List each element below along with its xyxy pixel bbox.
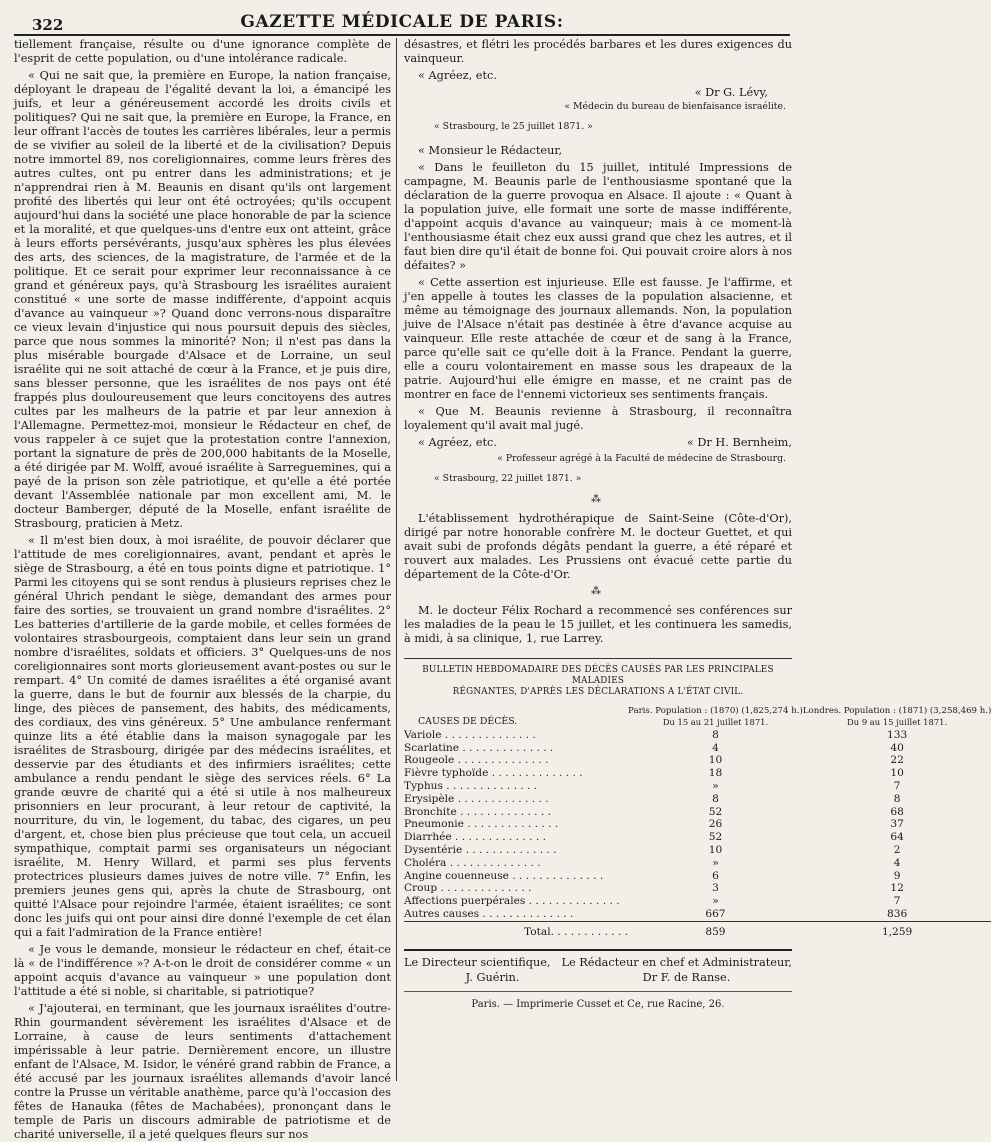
- cause-cell: Croup . . . . . . . . . . . . . .: [404, 882, 532, 895]
- paris-cell: 18: [708, 767, 723, 780]
- cause-cell: Dysentérie . . . . . . . . . . . . . .: [404, 843, 557, 856]
- paris-cell: 8: [712, 728, 719, 741]
- news-item: L'établissement hydrothérapique de Saint-Seine (Côte-d'Or), dirigé par notre honorable confrère M. le docteur Guettet, et qui avait subi de profonds dégâts pendant la guerre, a été réparé et rouvert aux malades. Les Prussiens ont évacué cette partie du département de la Côte-d'Or.: [404, 512, 792, 581]
- section-separator: ⁂: [591, 494, 605, 505]
- london-cell: 7: [893, 895, 901, 908]
- london-cell: 12: [890, 882, 904, 895]
- director-name: J. Guérin.: [465, 970, 520, 984]
- page-header: [14, 8, 790, 36]
- paris-cell: 10: [708, 843, 723, 856]
- table-row: [404, 729, 991, 742]
- right-column: [396, 38, 991, 1081]
- footer-names: [404, 970, 792, 985]
- printer-credit: Paris. — Imprimerie Cusset et Ce, rue Racine, 26.: [404, 991, 792, 1012]
- london-cell: 22: [890, 754, 904, 767]
- cause-cell: Fièvre typhoïde . . . . . . . . . . . . . .: [404, 767, 583, 780]
- table-row: [404, 844, 991, 857]
- table-row: [404, 882, 991, 895]
- paragraph: « Qui ne sait que, la première en Europe, la nation française, déployant le drapeau de l'égalité devant la loi, a émancipé les juifs, et leur a généreusement accordé les droits civils et politiques? Qui ne sait que, la première en Europe, la France, en leur offrant l'accès de toutes les carrières libérales, leur a permis de se vivifier au soleil de la liberté et de la civilisation? Depuis notre immortel 89, nos coreligionnaires, comme leurs frères des autres cultes, ont pu entrer dans les administrations; et je n'apprendrai rien à M. Beaunis en disant qu'ils ont largement profité des libertés qui leur ont été octroyées; qu'ils occupent aujourd'hui dans la société une place honorable de par la science et la moralité, et que quelques-uns d'entre eux ont atteint, grâce à leurs efforts persévérants, jusqu'aux sphères les plus élevées des arts, des sciences, de la magistrature, de l'armée et de la politique. Et ce serait pour exprimer leur reconnaissance à ce grand et généreux pays, qu'à Strasbourg les israélites auraient constitué « une sorte de masse indifférente, d'appoint acquis d'avance au vainqueur »? Quand donc verrons-nous disparaître ce vieux levain d'injustice qui nous poursuit depuis des siècles, parce que nous sommes la minorité? Non; il n'est pas dans la plus misérable bourgade d'Alsace et de Lorraine, un seul israélite qui ne soit attaché de cœur à la France, et je puis dire, sans blesser personne, que les israélites de nos pays ont été frappés plus douloureusement que leurs concitoyens des autres cultes par les malheurs de la patrie et par leur annexion à l'Allemagne. Permettez-moi, monsieur le Rédacteur en chef, de vous rappeler à ce sujet que la protestation contre l'annexion, portant la signature de près de 200,000 habitants de la Moselle, a été dirigée par M. Wolff, avoué israélite à Sarreguemines, qui a payé de la prison son zèle patriotique, et qu'elle a été portée devant l'Assemblée nationale par mon excellent ami, M. le docteur Bamberger, député de la Moselle, enfant israélite de Strasbourg, praticien à Metz.: [14, 69, 391, 530]
- paragraph: désastres, et flétri les procédés barbares et les dures exigences du vainqueur.: [404, 38, 792, 65]
- paris-cell: 6: [712, 869, 719, 882]
- london-cell: 40: [890, 741, 904, 754]
- paris-cell: »: [712, 856, 719, 869]
- table-row: [404, 767, 991, 780]
- signer-title: « Médecin du bureau de bienfaisance israélite.: [564, 101, 786, 112]
- paris-cell: 26: [708, 818, 723, 831]
- signer-name: « Dr G. Lévy,: [694, 86, 768, 99]
- cause-cell: Autres causes . . . . . . . . . . . . . .: [404, 907, 574, 920]
- letter-location: « Strasbourg, 22 juillet 1871. »: [434, 473, 582, 484]
- london-cell: 8: [893, 792, 901, 805]
- page-number: 322: [32, 16, 64, 34]
- letter-closing: « Agréez, etc.: [418, 436, 497, 449]
- journal-title: GAZETTE MÉDICALE DE PARIS:: [240, 12, 564, 32]
- editor-name: Dr F. de Ranse.: [642, 970, 731, 984]
- table-row: [404, 780, 991, 793]
- table-row: [404, 742, 991, 755]
- paragraph: « Il m'est bien doux, à moi israélite, de pouvoir déclarer que l'attitude de mes coreligionnaires, avant, pendant et après le siège de Strasbourg, a été en tous points digne et patriotique. 1° Parmi les citoyens qui se sont rendus à plusieurs reprises chez le général Uhrich pendant le siège, demandant des armes pour faire des sorties, se trouvaient un grand nombre d'israélites. 2° Les batteries d'artillerie de la garde mobile, et celles formées de volontaires strasbourgeois, comptaient dans leur sein un grand nombre d'israélites, soldats et officiers. 3° Quelques-uns de nos coreligionnaires sont morts glorieusement avant-postes ou sur le rempart. 4° Un comité de dames israélites a été organisé avant la guerre, dans le but de fournir aux blessés de la charpie, du linge, des pièces de pansement, des habits, des médicaments, des cordiaux, des vins généreux. 5° Une ambulance renfermant quinze lits a été établie dans la maison synagogale par les israélites de Strasbourg, dirigée par des médecins israélites, et desservie par des étudiants et des infirmiers israélites; cette ambulance a rendu pendant le siège des services réels. 6° La grande œuvre de charité qui a été si utile à nos malheureux prisonniers en leur procurant, à leur retour de captivité, la nourriture, du vin, le logement, du tabac, des cigares, un peu d'argent, et, chose bien plus précieuse que tout cela, un accueil sympathique, comptait parmi ses organisateurs un négociant israélite, M. Henry Willard, et parmi ses plus fervents protectrices plusieurs dames juives de notre ville. 7° Enfin, les premiers jeunes gens qui, après la chute de Strasbourg, ont quitté l'Alsace pour rejoindre l'armée, étaient israélites; ce sont donc les juifs qui ont pour ainsi dire donné l'exemple de cet élan qui a fait l'admiration de la France entière!: [14, 534, 391, 939]
- letter-location: « Strasbourg, le 25 juillet 1871. »: [434, 121, 593, 132]
- left-column: [14, 38, 396, 1141]
- london-cell: 133: [886, 728, 908, 741]
- column-header-paris: Paris. Population : (1870) (1,825,274 h.): [628, 706, 803, 716]
- signature-row: [404, 436, 792, 450]
- london-cell: 9: [893, 869, 901, 882]
- divider: [404, 658, 792, 659]
- paragraph: tiellement française, résulte ou d'une ignorance complète de l'esprit de cette population, ou d'une intolérance radicale.: [14, 38, 391, 65]
- paragraph: « Dans le feuilleton du 15 juillet, intitulé Impressions de campagne, M. Beaunis parle de l'enthousiasme spontané que la déclaration de la guerre provoqua en Alsace. Il ajoute : « Quant à la population juive, elle formait une sorte de masse indifférente, d'appoint acquis d'avance au vainqueur; mais à ce moment-là l'enthousiasme était chez eux aussi grand que chez les autres, et il faut bien dire qu'il était de bonne foi. Qui pouvait croire alors à nos défaites? »: [404, 161, 792, 272]
- cause-cell: Choléra . . . . . . . . . . . . . .: [404, 856, 541, 869]
- table-row: [404, 857, 991, 870]
- cause-cell: Variole . . . . . . . . . . . . . .: [404, 728, 536, 741]
- table-row: [404, 895, 991, 908]
- table-row: [404, 754, 991, 767]
- masthead-footer: [404, 949, 792, 1012]
- letter-closing: « Agréez, etc.: [418, 69, 497, 82]
- paris-cell: 4: [712, 741, 719, 754]
- cause-cell: Scarlatine . . . . . . . . . . . . . .: [404, 741, 554, 754]
- paragraph: « Que M. Beaunis revienne à Strasbourg, il reconnaîtra loyalement qu'il avait mal jugé.: [404, 405, 792, 432]
- cause-cell: Typhus . . . . . . . . . . . . . .: [404, 779, 538, 792]
- london-cell: 836: [886, 907, 908, 920]
- paris-cell: 52: [708, 805, 723, 818]
- table-row: [404, 806, 991, 819]
- cause-cell: Erysipèle . . . . . . . . . . . . . .: [404, 792, 549, 805]
- table-row: [404, 818, 991, 831]
- table-row: [404, 908, 991, 921]
- london-dates: Du 9 au 15 juillet 1871.: [847, 717, 948, 727]
- paris-cell: 52: [708, 831, 723, 844]
- london-cell: 37: [890, 818, 904, 831]
- total-label: Total. . . . . . . . . . . .: [404, 921, 628, 938]
- column-header-cause: CAUSES DE DÉCÈS.: [418, 716, 518, 727]
- london-cell: 10: [890, 767, 904, 780]
- section-separator: ⁂: [591, 586, 605, 597]
- cause-cell: Bronchite . . . . . . . . . . . . . .: [404, 805, 552, 818]
- footer-roles: [404, 955, 792, 970]
- paris-cell: 10: [708, 754, 723, 767]
- bulletin-title: BULLETIN HEBDOMADAIRE DES DÉCÈS CAUSÉS PAR LES PRINCIPALES MALADIES RÉGNANTES, D'APRÈS LES DÉCLARATIONS A L'ÉTAT CIVIL.: [422, 665, 774, 697]
- paragraph: « J'ajouterai, en terminant, que les journaux israélites d'outre-Rhin gourmandent sévèrement les israélites d'Alsace et de Lorraine, à cause de leurs sentiments d'attachement impérissable à leur patrie. Dernièrement encore, un illustre enfant de l'Alsace, M. Isidor, le vénéré grand rabbin de France, a été accusé par les journaux israélites allemands d'avoir lancé contre la Prusse un véritable anathème, parce qu'à l'occasion des fêtes de Hanauka (fêtes de Machabées), prononçant dans le temple de Paris un discours admirable de patriotisme et de charité universelle, il a jeté quelques fleurs sur nos: [14, 1002, 391, 1141]
- london-cell: 2: [893, 843, 901, 856]
- article-columns: [14, 38, 991, 1141]
- cause-cell: Affections puerpérales . . . . . . . . . . . . . .: [404, 895, 620, 908]
- cause-cell: Pneumonie . . . . . . . . . . . . . .: [404, 818, 559, 831]
- paragraph: « Cette assertion est injurieuse. Elle est fausse. Je l'affirme, et j'en appelle à toutes les classes de la population alsacienne, et même au témoignage des journaux allemands. Non, la population juive de l'Alsace n'était pas destinée à être d'avance acquise au vainqueur. Elle reste attachée de cœur et de sang à la France, parce qu'elle sait ce qu'elle doit à la France. Pendant la guerre, elle a couru volontairement en masse sous les drapeaux de la patrie. Aujourd'hui elle émigre en masse, et ne craint pas de montrer en face de l'ennemi victorieux ses sentiments français.: [404, 276, 792, 401]
- table-row: [404, 870, 991, 883]
- paragraph: « Je vous le demande, monsieur le rédacteur en chef, était-ce là « de l'indifférence »? A-t-on le droit de considérer comme « un appoint acquis d'avance au vainqueur » une population dont l'attitude a été si noble, si charitable, si patriotique?: [14, 943, 391, 998]
- cause-cell: Diarrhée . . . . . . . . . . . . . .: [404, 831, 546, 844]
- deaths-table: [404, 706, 991, 939]
- signer-name: « Dr H. Bernheim,: [686, 436, 792, 449]
- total-row: [404, 921, 991, 938]
- cause-cell: Angine couenneuse . . . . . . . . . . . . . .: [404, 869, 604, 882]
- total-london: 1,259: [803, 921, 991, 938]
- london-cell: 7: [893, 779, 901, 792]
- paris-cell: »: [712, 895, 719, 908]
- director-label: Le Directeur scientifique,: [404, 955, 551, 969]
- paris-cell: 3: [712, 882, 719, 895]
- letter-salutation: « Monsieur le Rédacteur,: [418, 144, 563, 157]
- paris-cell: »: [712, 779, 719, 792]
- london-cell: 4: [893, 856, 901, 869]
- paris-cell: 8: [712, 792, 719, 805]
- table-row: [404, 831, 991, 844]
- total-paris: 859: [628, 921, 803, 938]
- signer-title: « Professeur agrégé à la Faculté de médecine de Strasbourg.: [497, 453, 786, 464]
- cause-cell: Rougeole . . . . . . . . . . . . . .: [404, 754, 549, 767]
- editor-label: Le Rédacteur en chef et Administrateur,: [561, 955, 792, 969]
- table-row: [404, 793, 991, 806]
- paris-dates: Du 15 au 21 juillet 1871.: [662, 717, 769, 727]
- london-cell: 68: [890, 805, 904, 818]
- london-cell: 64: [890, 831, 904, 844]
- paris-cell: 667: [705, 907, 726, 920]
- news-item: M. le docteur Félix Rochard a recommencé ses conférences sur les maladies de la peau le 15 juillet, et les continuera les samedis, à midi, à sa clinique, 1, rue Larrey.: [404, 604, 792, 645]
- column-header-london: Londres. Population : (1871) (3,258,469 h.): [802, 706, 991, 716]
